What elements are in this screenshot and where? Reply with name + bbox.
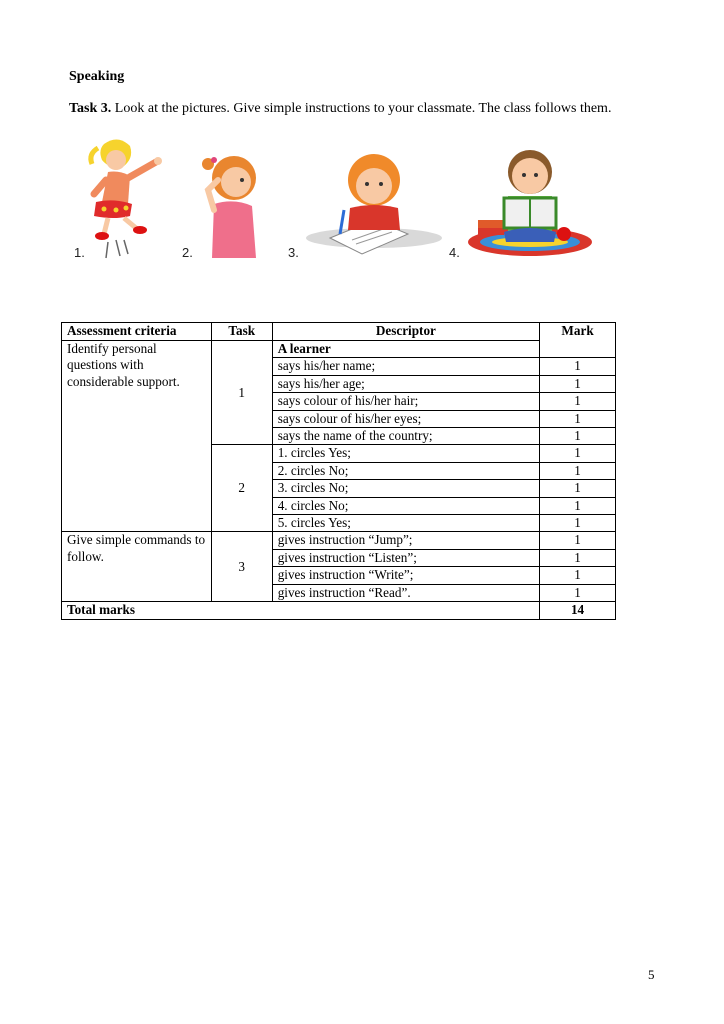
descriptor-cell: gives instruction “Listen”; — [272, 549, 539, 566]
descriptor-cell: 3. circles No; — [272, 480, 539, 497]
total-value: 14 — [540, 602, 616, 619]
jumping-girl-icon — [84, 136, 164, 264]
mark-cell: 1 — [540, 584, 616, 601]
header-task: Task — [211, 323, 272, 341]
picture-number-3: 3. — [288, 245, 299, 260]
mark-cell: 1 — [540, 497, 616, 514]
table-header-row — [62, 323, 616, 341]
reading-boy-icon — [464, 144, 596, 260]
total-row — [62, 602, 616, 619]
mark-cell: 1 — [540, 445, 616, 462]
picture-number-1: 1. — [74, 245, 85, 260]
descriptor-cell: gives instruction “Write”; — [272, 567, 539, 584]
header-descriptor: Descriptor — [272, 323, 539, 341]
criteria-cell: Give simple commands to follow. — [62, 532, 212, 602]
mark-cell: 1 — [540, 410, 616, 427]
mark-cell: 1 — [540, 549, 616, 566]
descriptor-subheader: A learner — [272, 341, 539, 358]
writing-boy-icon — [304, 150, 444, 260]
task-instruction — [69, 101, 611, 117]
listening-girl-icon — [198, 150, 270, 262]
picture-number-2: 2. — [182, 245, 193, 260]
header-mark: Mark — [540, 323, 616, 358]
descriptor-cell: gives instruction “Read”. — [272, 584, 539, 601]
mark-cell: 1 — [540, 567, 616, 584]
mark-cell: 1 — [540, 358, 616, 375]
descriptor-cell: gives instruction “Jump”; — [272, 532, 539, 549]
picture-number-4: 4. — [449, 245, 460, 260]
mark-cell: 1 — [540, 480, 616, 497]
mark-cell: 1 — [540, 462, 616, 479]
table-row — [62, 341, 616, 358]
assessment-table — [61, 322, 616, 620]
descriptor-cell: says the name of the country; — [272, 428, 539, 445]
task-text: Look at the pictures. Give simple instructions to your classmate. The class follows them. — [114, 101, 612, 116]
header-criteria: Assessment criteria — [62, 323, 212, 341]
task-label: Task 3. — [69, 101, 112, 116]
task-cell: 3 — [211, 532, 272, 602]
table-row — [62, 532, 616, 549]
mark-cell: 1 — [540, 515, 616, 532]
section-title: Speaking — [69, 69, 125, 84]
criteria-cell: Identify personal questions with considerable support. — [62, 341, 212, 532]
mark-cell: 1 — [540, 375, 616, 392]
page-number: 5 — [648, 967, 655, 982]
descriptor-cell: 4. circles No; — [272, 497, 539, 514]
descriptor-cell: says his/her age; — [272, 375, 539, 392]
total-label: Total marks — [62, 602, 540, 619]
descriptor-cell: says colour of his/her hair; — [272, 393, 539, 410]
descriptor-cell: 2. circles No; — [272, 462, 539, 479]
descriptor-cell: says his/her name; — [272, 358, 539, 375]
mark-cell: 1 — [540, 393, 616, 410]
descriptor-cell: says colour of his/her eyes; — [272, 410, 539, 427]
descriptor-cell: 5. circles Yes; — [272, 515, 539, 532]
descriptor-cell: 1. circles Yes; — [272, 445, 539, 462]
mark-cell: 1 — [540, 428, 616, 445]
mark-cell: 1 — [540, 532, 616, 549]
task-cell: 2 — [211, 445, 272, 532]
task-cell: 1 — [211, 341, 272, 445]
